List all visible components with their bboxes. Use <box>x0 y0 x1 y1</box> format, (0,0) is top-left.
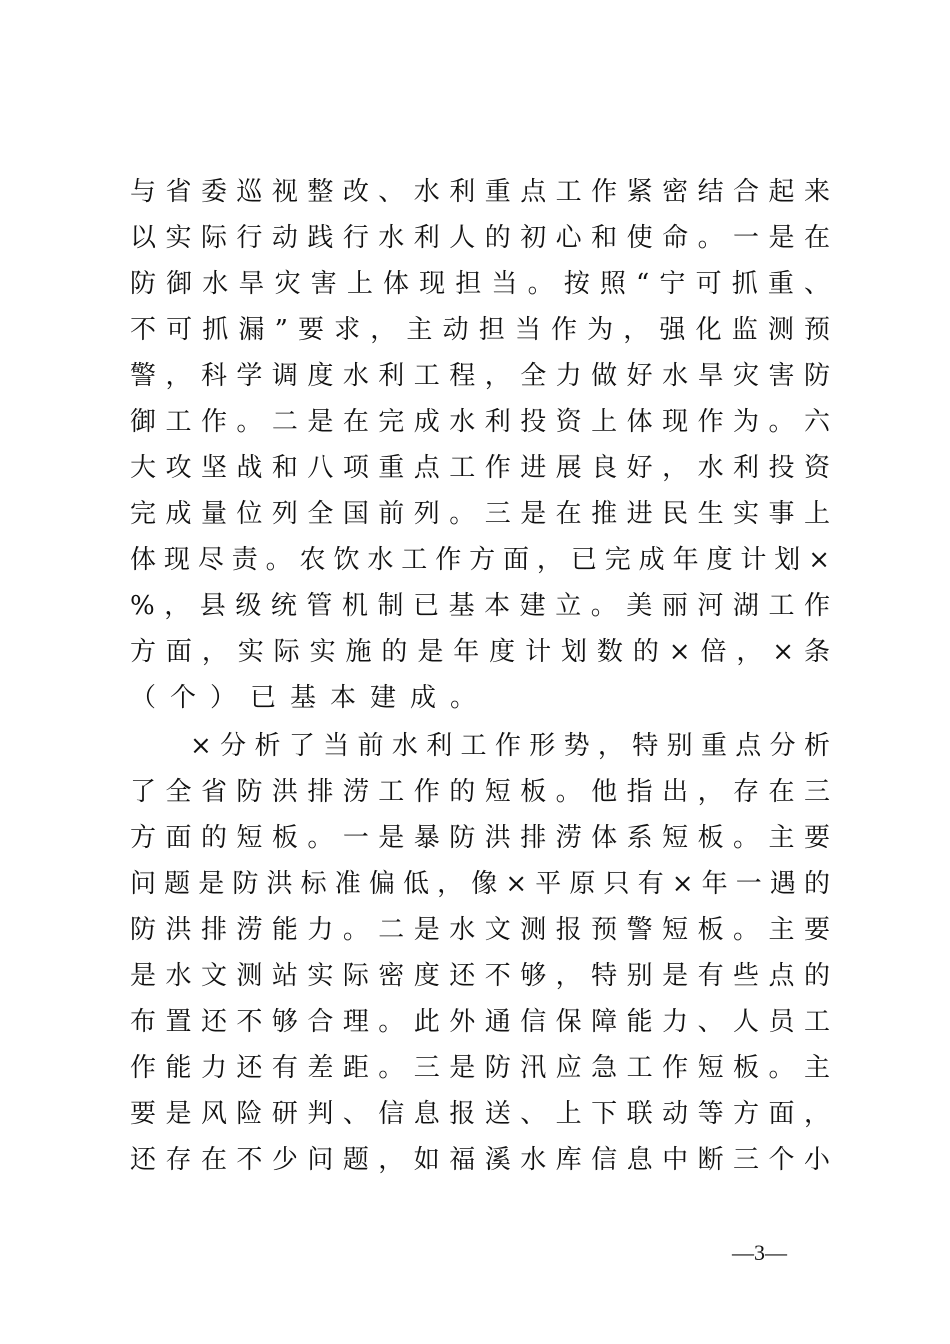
paragraph-2-line-8: 作能力还有差距。三是防汛应急工作短板。主 <box>130 1053 830 1083</box>
paragraph-1-line-6: 御工作。二是在完成水利投资上体现作为。六 <box>130 407 830 437</box>
paragraph-2-line-5: 防洪排涝能力。二是水文测报预警短板。主要 <box>130 915 830 945</box>
paragraph-1-line-1: 与省委巡视整改、水利重点工作紧密结合起来 <box>130 177 830 207</box>
paragraph-2-line-9: 要是风险研判、信息报送、上下联动等方面， <box>130 1099 830 1129</box>
paragraph-1-line-3: 防御水旱灾害上体现担当。按照“宁可抓重、 <box>130 269 830 299</box>
paragraph-1-line-4: 不可抓漏”要求，主动担当作为，强化监测预 <box>130 315 830 345</box>
paragraph-2-line-6: 是水文测站实际密度还不够，特别是有些点的 <box>130 961 830 991</box>
paragraph-2-line-7: 布置还不够合理。此外通信保障能力、人员工 <box>130 1007 830 1037</box>
paragraph-2-line-2: 了全省防洪排涝工作的短板。他指出，存在三 <box>130 777 830 807</box>
paragraph-1-line-10: %，县级统管机制已基本建立。美丽河湖工作 <box>130 591 830 621</box>
page-number: —3— <box>732 1240 787 1265</box>
paragraph-2-line-3: 方面的短板。一是暴防洪排涝体系短板。主要 <box>130 823 830 853</box>
paragraph-1-line-7: 大攻坚战和八项重点工作进展良好，水利投资 <box>130 453 830 483</box>
paragraph-1-line-11: 方面，实际实施的是年度计划数的×倍，×条 <box>130 637 830 667</box>
paragraph-1-line-9: 体现尽责。农饮水工作方面，已完成年度计划× <box>130 545 830 575</box>
paragraph-2-line-4: 问题是防洪标准偏低，像×平原只有×年一遇的 <box>130 869 830 899</box>
paragraph-1-line-5: 警，科学调度水利工程，全力做好水旱灾害防 <box>130 361 830 391</box>
paragraph-1-line-8: 完成量位列全国前列。三是在推进民生实事上 <box>130 499 830 529</box>
paragraph-1-line-12: （个）已基本建成。 <box>130 683 491 713</box>
paragraph-2-line-10: 还存在不少问题，如福溪水库信息中断三个小 <box>130 1145 830 1175</box>
paragraph-1-line-2: 以实际行动践行水利人的初心和使命。一是在 <box>130 223 830 253</box>
paragraph-2-line-1: ×分析了当前水利工作形势，特别重点分析 <box>190 731 830 761</box>
